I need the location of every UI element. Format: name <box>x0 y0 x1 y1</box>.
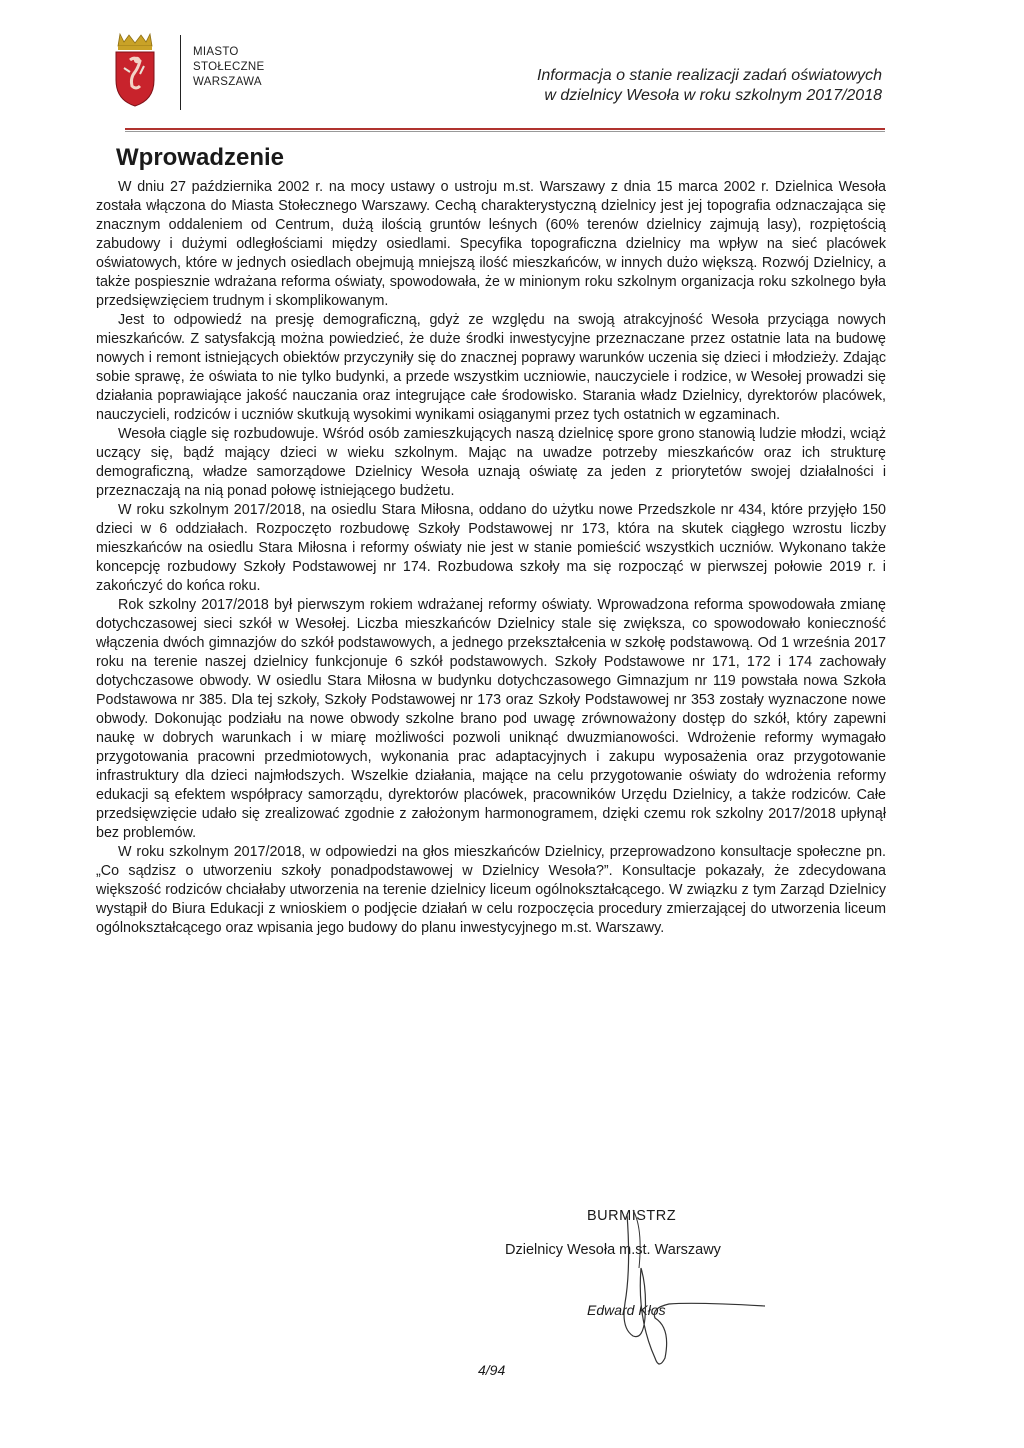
city-name-line: STOŁECZNE <box>193 61 265 73</box>
warsaw-crest-icon <box>110 28 160 108</box>
signature-block <box>505 1208 785 1378</box>
document-title-line: w dzielnicy Wesoła w roku szkolnym 2017/2018 <box>544 87 882 104</box>
body-paragraph: W dniu 27 października 2002 r. na mocy ustawy o ustroju m.st. Warszawy z dnia 15 marca 2002 r. Dzielnica Wesoła została włączona do Miasta Stołecznego Warszawy. Cechą charakterystyczną dzielnicy jest jej topografia odznaczająca się znacznym oddaleniem od Centrum, dużą ilością gruntów leśnych (60% terenów dzielnicy zajmują lasy), rozpiętością zabudowy i dużymi odległościami między osiedlami. Specyfika topograficzna dzielnicy ma wpływ na sieć placówek oświatowych, które w jednych osiedlach obejmują mniejszą ilość mieszkańców, w innych dużo większą. Rozwój Dzielnicy, a także pospiesznie wdrażana reforma oświaty, spowodowała, że w minionym roku szkolnym organizacja roku szkolnego była przedsięwzięciem trudnym i skomplikowanym. <box>96 179 886 309</box>
city-name <box>193 45 265 90</box>
header-divider <box>180 35 181 110</box>
city-name-line: MIASTO <box>193 46 239 58</box>
signatory-organization: Dzielnicy Wesoła m.st. Warszawy <box>505 1242 721 1258</box>
body-paragraph: Wesoła ciągle się rozbudowuje. Wśród osób zamieszkujących naszą dzielnicę spore grono stanowią ludzie młodzi, wciąż uczący się, bądź mający dzieci w wieku szkolnym. Mając na uwadze potrzeby mieszkańców oraz ich strukturę demograficzną, władze samorządowe Dzielnicy Wesoła uznają oświatę za jeden z priorytetów swojej działalności i przeznaczają na nią ponad połowę istniejącego budżetu. <box>96 426 886 499</box>
signatory-title: BURMISTRZ <box>587 1208 677 1224</box>
body-paragraph: Jest to odpowiedź na presję demograficzną, gdyż ze względu na swoją atrakcyjność Wesoła przyciąga nowych mieszkańców. Z satysfakcją można powiedzieć, że duże środki inwestycyjne przeznaczane przez ostatnie lata na budowę nowych i remont istniejących obiektów przyczyniły się do znacznej poprawy warunków uczenia się dzieci i młodzieży. Zdając sobie sprawę, że oświata to nie tylko budynki, a przede wszystkim uczniowie, nauczyciele i rodzice, w Wesołej prowadzi się działania poprawiające jakość nauczania oraz integrujące całe środowisko. Starania władz Dzielnicy, dyrektorów placówek, nauczycieli, rodziców i uczniów skutkują wysokimi wynikami osiąganymi przez tych ostatnich w egzaminach. <box>96 312 886 423</box>
document-body <box>96 178 886 938</box>
body-paragraph: W roku szkolnym 2017/2018, w odpowiedzi na głos mieszkańców Dzielnicy, przeprowadzono konsultacje społeczne pn. „Co sądzisz o utworzeniu szkoły ponadpodstawowej w Dzielnicy Wesoła?”. Konsultacje pokazały, że zdecydowana większość rodziców chciałaby utworzenia na terenie dzielnicy liceum ogólnokształcącego. W związku z tym Zarząd Dzielnicy wystąpił do Biura Edukacji z wnioskiem o podjęcie działań w celu rozpoczęcia procedury zmierzającej do utworzenia liceum ogólnokształcącego oraz wpisania jego budowy do planu inwestycyjnego m.st. Warszawy. <box>96 844 886 936</box>
signatory-name: Edward Kłos <box>587 1302 666 1318</box>
document-header <box>0 0 1024 135</box>
header-rule <box>125 131 885 132</box>
page-number: 4/94 <box>478 1362 506 1378</box>
header-accent-line <box>125 128 885 130</box>
document-title <box>537 66 882 106</box>
section-heading: Wprowadzenie <box>116 144 285 171</box>
handwritten-signature <box>585 1208 785 1378</box>
city-name-line: WARSZAWA <box>193 76 262 88</box>
document-title-line: Informacja o stanie realizacji zadań oświatowych <box>536 67 882 84</box>
body-paragraph: W roku szkolnym 2017/2018, na osiedlu Stara Miłosna, oddano do użytku nowe Przedszkole nr 434, które przyjęło 150 dzieci w 6 oddziałach. Rozpoczęto rozbudowę Szkoły Podstawowej nr 173, która na skutek ciągłego wzrostu liczby mieszkańców na osiedlu Stara Miłosna i reformy oświaty nie jest w stanie pomieścić wszystkich uczniów. Wykonano także koncepcję rozbudowy Szkoły Podstawowej nr 174. Rozbudowa szkoły ma się rozpocząć w pierwszej połowie 2019 r. i zakończyć do końca roku. <box>96 502 886 594</box>
body-paragraph: Rok szkolny 2017/2018 był pierwszym rokiem wdrażanej reformy oświaty. Wprowadzona reforma spowodowała zmianę dotychczasowej sieci szkół w Wesołej. Liczba mieszkańców Dzielnicy stale się zwiększa, co spowodowało konieczność włączenia dwóch gimnazjów do szkół podstawowych, a jednego przekształcenia w szkołę podstawową. Od 1 września 2017 roku na terenie naszej dzielnicy funkcjonuje 6 szkół podstawowych. Szkoły Podstawowe nr 171, 172 i 174 zachowały dotychczasowe obwody. W osiedlu Stara Miłosna w budynku dotychczasowego Gimnazjum nr 119 powstała nowa Szkoła Podstawowa nr 385. Dla tej szkoły, Szkoły Podstawowej nr 173 oraz Szkoły Podstawowej nr 353 zostały wyznaczone nowe obwody. Dokonując podziału na nowe obwody szkolne brano pod uwagę zrównoważony dostęp do szkół, który zapewni naukę w dobrych warunkach i w miarę możliwości pozwoli uniknąć dwuzmianowości. Wdrożenie reformy wymagało przygotowania pracowni przedmiotowych, wykonania prac adaptacyjnych i zakupu wyposażenia oraz przygotowanie infrastruktury dla dzieci najmłodszych. Wszelkie działania, mające na celu przygotowanie oświaty do wdrożenia reformy edukacji są efektem współpracy samorządu, dyrektorów placówek, pracowników Urzędu Dzielnicy, a także rodziców. Całe przedsięwzięcie udało się zrealizować zgodnie z założonym harmonogramem, dzięki czemu rok szkolny 2017/2018 upłynął bez problemów. <box>96 597 886 841</box>
